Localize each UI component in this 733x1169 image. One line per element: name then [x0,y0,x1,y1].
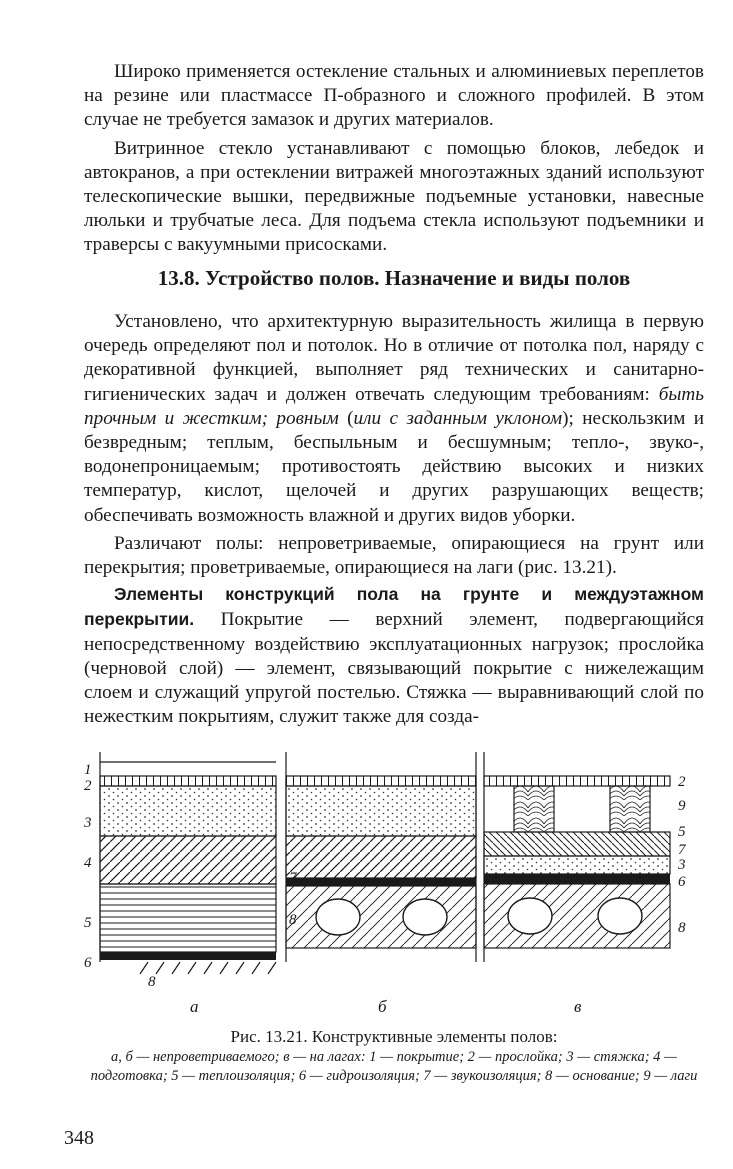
requirements-paren: ( [347,407,354,429]
label-a-8: 8 [148,974,156,990]
panel-label-b: б [378,997,387,1016]
label-b-7: 7 [289,870,297,886]
label-a-6: 6 [84,955,92,971]
requirements-intro: Установлено, что архитектурную выразительность жилища в первую очередь определяют пол и потолок. Но в отличие от потолка пол, наряду с декоративной функцией, выполняет ряд технических и санитарно-гигиенических задач и должен отвечать следующим требованиям: [84,311,704,405]
label-c-7: 7 [678,842,686,858]
paragraph-floor-requirements [84,310,704,528]
paragraph-showcase-glass: Витринное стекло устанавливают с помощью блоков, лебедок и автокранов, а при остеклении витражей многоэтажных зданий используют телескопические вышки, передвижные подъемные установки, навесные люльки и трубчатые леса. Для подъема стекла используют подъемники и траверсы с вакуумными присосками. [84,137,704,256]
label-a-2: 2 [84,778,92,794]
paragraph-floor-elements [84,582,704,729]
label-a-5: 5 [84,915,92,931]
panel-a-section [100,752,276,974]
label-a-4: 4 [84,855,92,871]
page-number: 348 [64,1127,94,1149]
caption-title: Рис. 13.21. Конструктивные элементы полов: [230,1027,558,1046]
caption-legend: а, б — непроветриваемого; в — на лагах: 1 — покрытие; 2 — прослойка; 3 — стяжка; 4 — подготовка; 5 — теплоизоляция; 6 — гидроизоляция; 7 — звукоизоляция; 8 — основание; 9 — лаги [90,1049,698,1084]
requirements-rest: ); нескользким и безвредным; теплым, беспыльным и бесшумным; тепло-, звуко-, водонепроницаемым; противостоять действию высоких и низких температур, кислот, щелочей и других разрушающих веществ; обеспечивать возможность влажной и других видов уборки. [84,407,705,526]
body-text-top [84,60,704,258]
elements-bold-lead: Элементы конструкций пола на грунте и междуэтажном перекрытии. [84,584,704,630]
section-heading: 13.8. Устройство полов. Назначение и виды полов [157,266,631,290]
label-a-1: 1 [84,762,92,778]
label-c-2: 2 [678,774,686,790]
panel-label-c: в [574,997,582,1016]
panel-b-section [286,752,476,962]
figure-caption [84,1026,704,1086]
panel-c-section [484,752,670,962]
paragraph-glazing-profiles: Широко применяется остекление стальных и алюминиевых переплетов на резине или пластмассе П-образного и сложного профилей. В этом случае не требуется замазок и других материалов. [84,61,704,131]
label-c-3: 3 [678,857,686,873]
floor-layers-diagram [80,752,700,1022]
label-c-8: 8 [678,920,686,936]
requirements-italic-1: быть прочным и жестким; ровным [84,383,705,429]
label-a-3: 3 [84,815,92,831]
label-c-5: 5 [678,824,686,840]
label-c-6: 6 [678,874,686,890]
floor-construction-figure [80,752,700,1022]
body-text-main [84,310,704,729]
elements-description: Покрытие — верхний элемент, подвергающийся непосредственному воздействию эксплуатационных нагрузок; прослойка (черновой слой) — элемент, связывающий покрытие с нижележащим слоем и служащий упругой постелью. Стяжка — выравнивающий слой по нежестким покрытиям, служит также для созда- [84,609,705,728]
requirements-italic-2: или с заданным уклоном [353,407,563,429]
label-c-9: 9 [678,798,686,814]
panel-label-a: а [190,997,199,1016]
label-b-8: 8 [289,912,297,928]
paragraph-floor-types: Различают полы: непроветриваемые, опирающиеся на грунт или перекрытия; проветриваемые, опирающиеся на лаги (рис. 13.21). [84,532,704,579]
